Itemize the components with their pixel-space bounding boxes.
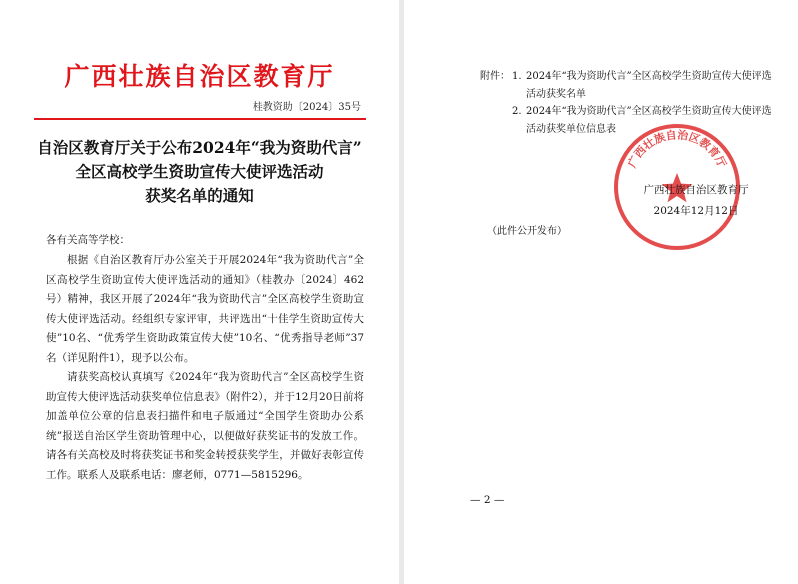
public-release-note: （此件公开发布） — [487, 226, 567, 237]
issuer-header: 广西壮族自治区教育厅 — [64, 62, 335, 91]
notice-title-line: 自治区教育厅关于公布2024年“我为资助代言” — [37, 138, 362, 157]
attachment-number: 2. — [512, 106, 522, 117]
notice-title — [28, 136, 371, 208]
body-paragraph: 请获奖高校认真填写《2024年“我为资助代言”全区高校学生资助宣传大使评选活动获奖单位信息表》（附件2），并于12月20日前将加盖单位公章的信息表扫描件和电子版通过“全国学生资助办公系统”报送自治区学生资助管理中心，以便做好获奖证书的发放工作。请各有关高校及时将获奖证书和奖金转授获奖学生，并做好表彰宣传工作。联系人及联系电话：廖老师，0771—5815296。 — [46, 371, 364, 481]
salutation: 各有关高等学校： — [46, 234, 130, 246]
attachment-text: 2024年“我为资助代言”全区高校学生资助宣传大使评选活动获奖单位信息表 — [526, 106, 772, 135]
signature-issuer: 广西壮族自治区教育厅 — [643, 184, 749, 196]
attachment-prefix: 附件： — [480, 71, 510, 82]
red-divider — [34, 118, 366, 120]
attachment-text: 2024年“我为资助代言”全区高校学生资助宣传大使评选活动获奖名单 — [526, 71, 772, 100]
svg-text:广西壮族自治区教育厅 — [625, 127, 730, 169]
page-right — [404, 0, 798, 584]
signature-block — [626, 180, 766, 222]
notice-title-line: 获奖名单的通知 — [145, 186, 254, 205]
signature-date: 2024年12月12日 — [653, 205, 739, 217]
seal-text: 广西壮族自治区教育厅 — [625, 128, 729, 170]
page-number: — 2 — — [470, 494, 505, 506]
notice-title-line: 全区高校学生资助宣传大使评选活动 — [75, 162, 324, 181]
document-number: 桂教资助〔2024〕35号 — [252, 102, 361, 113]
attachment-item — [480, 68, 780, 103]
body-paragraph: 根据《自治区教育厅办公室关于开展2024年“我为资助代言”全区高校学生资助宣传大使评选活动的通知》（桂教办〔2024〕462号）精神，我区开展了2024年“我为资助代言”全区高校学生资助宣传大使评选活动。经组织专家评审，共评选出“十佳学生资助宣传大使”10名、“优秀学生资助政策宣传大使”10名、“优秀指导老师”37名（详见附件1），现予以公布。 — [46, 254, 364, 364]
attachment-number: 1. — [512, 71, 522, 82]
notice-body — [46, 251, 364, 485]
